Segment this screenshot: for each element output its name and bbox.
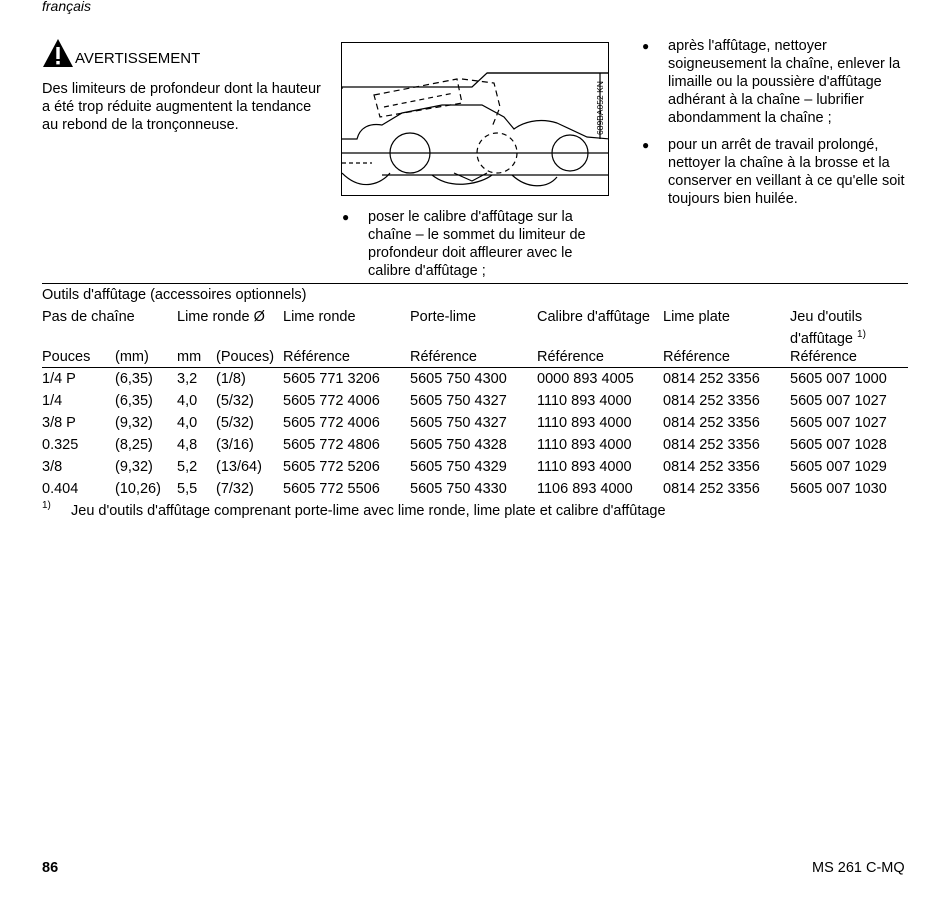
- subheader-inches-dia: (Pouces): [216, 349, 275, 365]
- cell-file-inches: (3/16): [216, 437, 254, 453]
- cell-flat-file-ref: 0814 252 3356: [663, 481, 760, 497]
- bullet-text: après l'affûtage, nettoyer soigneusement la chaîne, enlever la limaille ou la poussière d'affûtage adhérant à la chaîne – lubrifier abondamment la chaîne ;: [668, 38, 901, 126]
- header-flat-file: Lime plate: [663, 309, 730, 325]
- cell-holder-ref: 5605 750 4330: [410, 481, 507, 497]
- cell-kit-ref: 5605 007 1030: [790, 481, 887, 497]
- cell-flat-file-ref: 0814 252 3356: [663, 437, 760, 453]
- header-pitch: Pas de chaîne: [42, 309, 135, 325]
- cell-gauge-ref: 1110 893 4000: [537, 437, 632, 453]
- page-number: 86: [42, 860, 59, 876]
- figure-code: 689BA052 KN: [595, 81, 605, 135]
- chain-gauge-illustration: [341, 42, 609, 196]
- warning-heading: [42, 38, 200, 68]
- cell-file-inches: (5/32): [216, 415, 254, 431]
- cell-pitch-inches: 0.325: [42, 437, 79, 453]
- bullet-text: poser le calibre d'affûtage sur la chaîne – le sommet du limiteur de profondeur doit affleurer avec le calibre d'affûtage ;: [368, 209, 586, 279]
- cell-pitch-inches: 1/4 P: [42, 371, 76, 387]
- table-header-rule: [42, 367, 908, 368]
- footnote-text: Jeu d'outils d'affûtage comprenant porte-lime avec lime ronde, lime plate et calibre d'affûtage: [71, 503, 666, 519]
- chain-drawing: [342, 43, 609, 196]
- language-label: français: [42, 0, 92, 14]
- header-kit-line2-text: d'affûtage: [790, 330, 853, 347]
- header-file-diameter: Lime ronde Ø: [177, 309, 265, 325]
- cell-pitch-mm: (8,25): [115, 437, 153, 453]
- subheader-ref: Référence: [283, 349, 350, 365]
- bullet-gauge-placement: [341, 208, 611, 280]
- cell-pitch-inches: 1/4: [42, 393, 63, 409]
- subheader-ref: Référence: [790, 349, 857, 365]
- cell-gauge-ref: 1110 893 4000: [537, 459, 632, 475]
- cell-pitch-inches: 3/8 P: [42, 415, 76, 431]
- cell-file-mm: 5,2: [177, 459, 198, 475]
- cell-pitch-inches: 0.404: [42, 481, 79, 497]
- subheader-ref: Référence: [537, 349, 604, 365]
- cell-kit-ref: 5605 007 1000: [790, 371, 887, 387]
- cell-file-inches: (1/8): [216, 371, 246, 387]
- warning-text: Des limiteurs de profondeur dont la hauteur a été trop réduite augmentent la tendance au rebond de la tronçonneuse.: [42, 81, 321, 133]
- cell-gauge-ref: 1110 893 4000: [537, 393, 632, 409]
- bullet-clean-chain: [641, 37, 916, 127]
- cell-file-mm: 5,5: [177, 481, 198, 497]
- warning-triangle-icon: [42, 38, 74, 68]
- subheader-ref: Référence: [410, 349, 477, 365]
- cell-gauge-ref: 1106 893 4000: [537, 481, 633, 497]
- cell-gauge-ref: 0000 893 4005: [537, 371, 634, 387]
- cell-holder-ref: 5605 750 4327: [410, 393, 507, 409]
- cell-pitch-mm: (6,35): [115, 393, 153, 409]
- cell-file-mm: 4,0: [177, 393, 198, 409]
- cell-gauge-ref: 1110 893 4000: [537, 415, 632, 431]
- cell-round-file-ref: 5605 772 4806: [283, 437, 380, 453]
- header-kit: [790, 309, 866, 348]
- model-name: MS 261 C-MQ: [812, 860, 905, 876]
- cell-file-inches: (5/32): [216, 393, 254, 409]
- bullet-icon: ●: [642, 39, 650, 53]
- cell-flat-file-ref: 0814 252 3356: [663, 459, 760, 475]
- header-round-file: Lime ronde: [283, 309, 356, 325]
- subheader-inches: Pouces: [42, 349, 91, 365]
- footnote-mark: 1): [42, 500, 51, 511]
- cell-pitch-mm: (9,32): [115, 459, 153, 475]
- cell-kit-ref: 5605 007 1027: [790, 415, 887, 431]
- cell-pitch-mm: (6,35): [115, 371, 153, 387]
- cell-round-file-ref: 5605 772 4006: [283, 415, 380, 431]
- section-divider: [42, 283, 908, 284]
- subheader-mm: (mm): [115, 349, 149, 365]
- cell-flat-file-ref: 0814 252 3356: [663, 415, 760, 431]
- subheader-mm-dia: mm: [177, 349, 202, 365]
- cell-flat-file-ref: 0814 252 3356: [663, 371, 760, 387]
- cell-holder-ref: 5605 750 4329: [410, 459, 507, 475]
- warning-title: AVERTISSEMENT: [75, 50, 201, 67]
- cell-pitch-inches: 3/8: [42, 459, 63, 475]
- footnote-ref: 1): [857, 329, 866, 340]
- bullet-text: pour un arrêt de travail prolongé, nettoyer la chaîne à la brosse et la conserver en veillant à ce qu'elle soit toujours bien huilée.: [668, 137, 905, 207]
- cell-pitch-mm: (9,32): [115, 415, 153, 431]
- cell-kit-ref: 5605 007 1029: [790, 459, 887, 475]
- cell-holder-ref: 5605 750 4327: [410, 415, 507, 431]
- bullet-storage: [641, 136, 916, 208]
- cell-holder-ref: 5605 750 4300: [410, 371, 507, 387]
- cell-kit-ref: 5605 007 1028: [790, 437, 887, 453]
- header-gauge: Calibre d'affûtage: [537, 309, 650, 325]
- cell-round-file-ref: 5605 772 5206: [283, 459, 380, 475]
- cell-round-file-ref: 5605 772 5506: [283, 481, 380, 497]
- cell-file-mm: 3,2: [177, 371, 198, 387]
- cell-file-mm: 4,0: [177, 415, 198, 431]
- tools-section-title: Outils d'affûtage (accessoires optionnels): [42, 287, 307, 303]
- header-file-holder: Porte-lime: [410, 309, 477, 325]
- bullet-icon: ●: [642, 138, 650, 152]
- cell-file-mm: 4,8: [177, 437, 198, 453]
- subheader-ref: Référence: [663, 349, 730, 365]
- cell-holder-ref: 5605 750 4328: [410, 437, 507, 453]
- cell-file-inches: (13/64): [216, 459, 262, 475]
- cell-pitch-mm: (10,26): [115, 481, 161, 497]
- cell-kit-ref: 5605 007 1027: [790, 393, 887, 409]
- header-kit-line1: Jeu d'outils: [790, 309, 863, 325]
- cell-file-inches: (7/32): [216, 481, 254, 497]
- bullet-icon: ●: [342, 210, 350, 224]
- cell-flat-file-ref: 0814 252 3356: [663, 393, 760, 409]
- cell-round-file-ref: 5605 772 4006: [283, 393, 380, 409]
- header-kit-line2: [790, 326, 866, 348]
- cell-round-file-ref: 5605 771 3206: [283, 371, 380, 387]
